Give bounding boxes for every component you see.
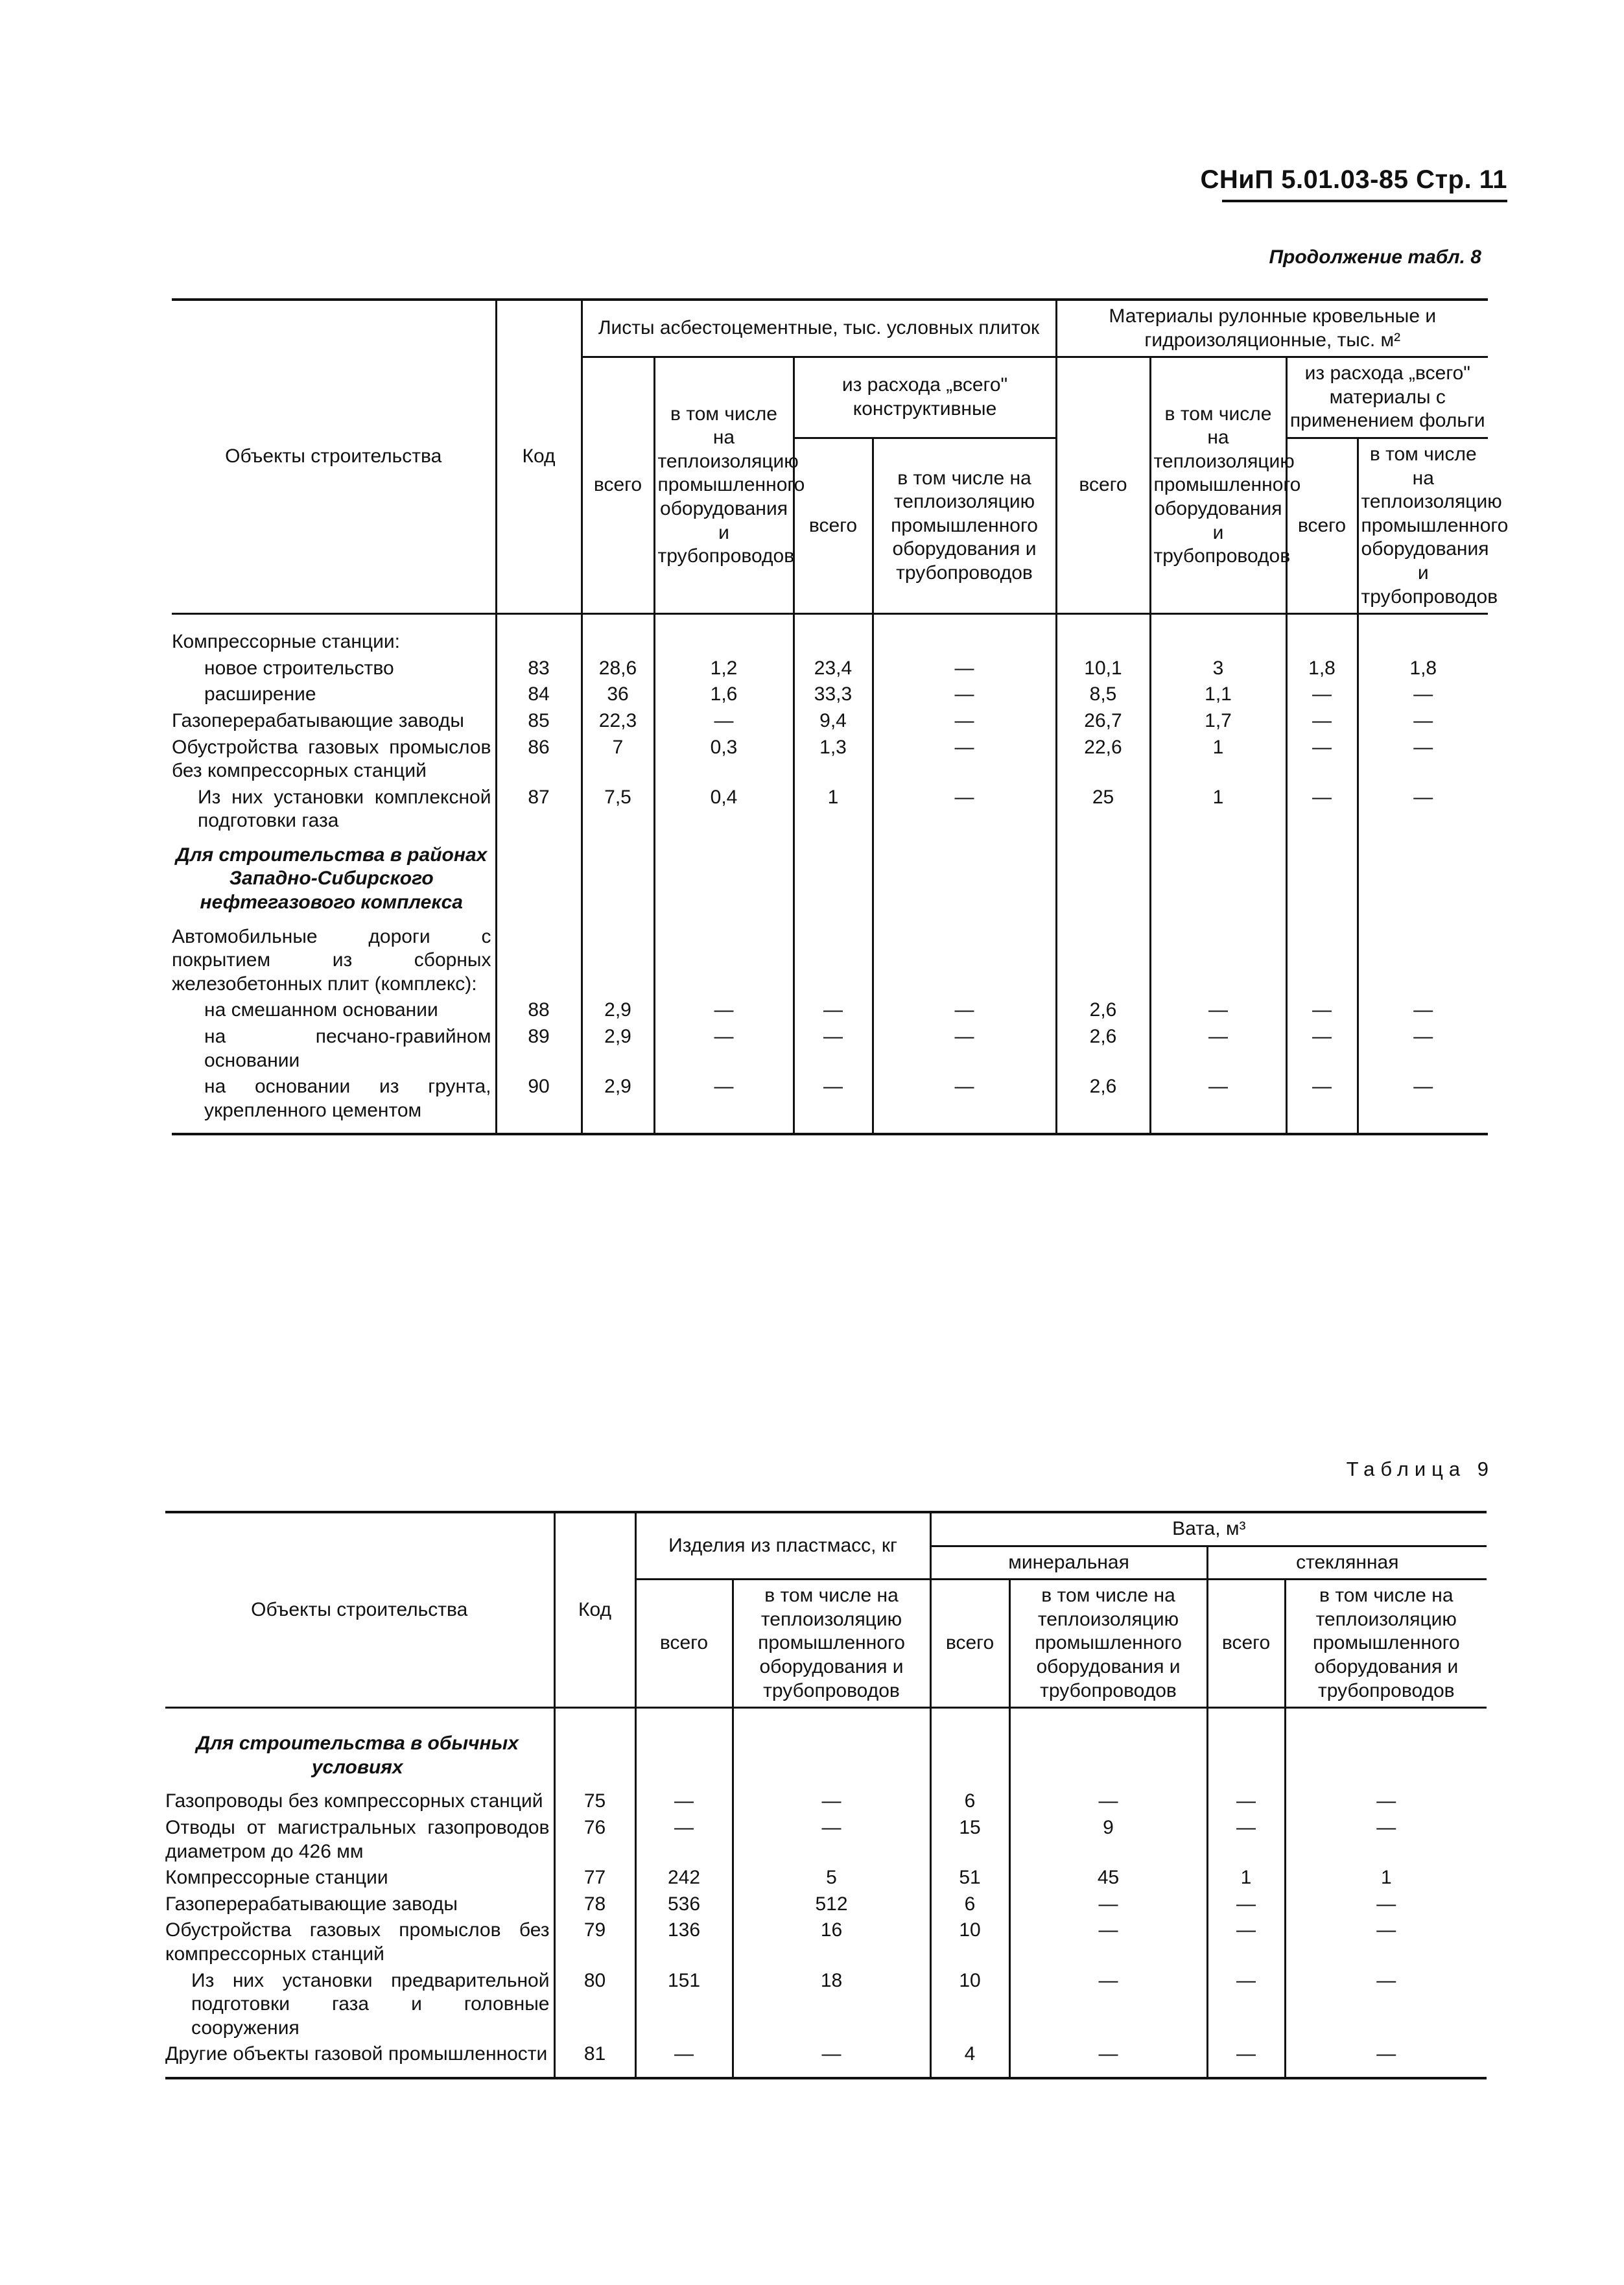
value-cell: 1,2 (654, 656, 794, 682)
value-cell (1150, 835, 1286, 924)
value-cell: 6 (930, 1891, 1009, 1918)
document-code: СНиП 5.01.03-85 Стр. 11 (1200, 165, 1507, 194)
value-cell: 1,1 (1150, 681, 1286, 708)
code-cell (496, 924, 582, 998)
table-row (172, 997, 1488, 1024)
object-name-cell: Газопроводы без компрессорных станций (165, 1790, 543, 1812)
value-cell: — (873, 656, 1056, 682)
value-cell (582, 835, 654, 924)
value-cell: — (1207, 1917, 1285, 1967)
object-name-cell: Обустройства газовых промыслов без компрессорных станций (165, 1919, 550, 1965)
value-cell: — (1358, 708, 1488, 735)
value-cell (1207, 1723, 1285, 1788)
value-cell: 9 (1009, 1815, 1207, 1865)
value-cell: 10 (930, 1968, 1009, 2042)
value-cell: — (873, 735, 1056, 785)
value-cell (1150, 629, 1286, 656)
value-cell: 25 (1056, 785, 1150, 835)
table-row (165, 1968, 1487, 2042)
code-cell: 86 (496, 735, 582, 785)
code-cell: 85 (496, 708, 582, 735)
value-cell (1056, 835, 1150, 924)
value-cell: 6 (930, 1788, 1009, 1815)
value-cell: 0,3 (654, 735, 794, 785)
object-name-cell: на смешанном основании (204, 999, 438, 1021)
value-cell: — (1358, 1024, 1488, 1074)
table-row (172, 785, 1488, 835)
value-cell: — (654, 1024, 794, 1074)
code-cell: 83 (496, 656, 582, 682)
value-cell: 1 (1150, 785, 1286, 835)
value-cell (582, 629, 654, 656)
table-row (172, 735, 1488, 785)
sheets-heat-header: в том числе на теплоизоляцию промышленного оборудования и трубопроводов (654, 357, 794, 614)
value-cell (635, 1723, 733, 1788)
value-cell (873, 835, 1056, 924)
object-name-cell: Газоперерабатывающие заводы (165, 1893, 458, 1915)
value-cell (1286, 924, 1358, 998)
value-cell: 5 (733, 1865, 930, 1891)
value-cell: — (1286, 997, 1358, 1024)
object-name-cell: Автомобильные дороги с покрытием из сборных железобетонных плит (комплекс): (172, 925, 491, 995)
value-cell: 512 (733, 1891, 930, 1918)
object-name-cell: Из них установки комплексной подготовки газа (198, 786, 491, 832)
table-8-body (172, 614, 1488, 1135)
table-9-title: Таблица 9 (1346, 1458, 1494, 1480)
value-cell: 22,6 (1056, 735, 1150, 785)
value-cell: 9,4 (794, 708, 873, 735)
value-cell: 2,9 (582, 1024, 654, 1074)
table-row (165, 1917, 1487, 1967)
table-row (165, 1788, 1487, 1815)
code-cell: 87 (496, 785, 582, 835)
object-name-cell: Другие объекты газовой промышленности (165, 2041, 554, 2078)
group-roll-header: Материалы рулонные кровельные и гидроизоляционные, тыс. м² (1056, 300, 1488, 357)
table-row (172, 924, 1488, 998)
value-cell: 7,5 (582, 785, 654, 835)
value-cell (654, 835, 794, 924)
value-cell: 15 (930, 1815, 1009, 1865)
value-cell: 7 (582, 735, 654, 785)
table-row (172, 629, 1488, 656)
value-cell (1009, 1723, 1207, 1788)
value-cell: — (1285, 1891, 1487, 1918)
value-cell: — (1358, 785, 1488, 835)
sheets-total-header: всего (582, 357, 654, 614)
constr-total-header: всего (794, 438, 873, 613)
value-cell (1150, 924, 1286, 998)
glass-total-header: всего (1207, 1580, 1285, 1708)
page-header (1200, 165, 1507, 202)
col-code-header: Код (496, 300, 582, 614)
value-cell: — (1286, 1074, 1358, 1134)
table-row (172, 1024, 1488, 1074)
value-cell: — (1150, 1074, 1286, 1134)
object-name-cell: Из них установки предварительной подготовки газа и головные сооружения (191, 1969, 550, 2039)
value-cell: 10 (930, 1917, 1009, 1967)
value-cell: — (733, 1815, 930, 1865)
value-cell: 2,6 (1056, 997, 1150, 1024)
value-cell (1358, 924, 1488, 998)
value-cell: 51 (930, 1865, 1009, 1891)
value-cell: — (794, 997, 873, 1024)
value-cell: 3 (1150, 656, 1286, 682)
value-cell: — (794, 1074, 873, 1134)
value-cell (733, 1723, 930, 1788)
group-sheets-header: Листы асбестоцементные, тыс. условных плиток (582, 300, 1056, 357)
value-cell: — (873, 997, 1056, 1024)
mineral-heat-header: в том числе на теплоизоляцию промышленного оборудования и трубопроводов (1009, 1580, 1207, 1708)
value-cell: — (1286, 735, 1358, 785)
value-cell: — (1285, 1968, 1487, 2042)
value-cell: 10,1 (1056, 656, 1150, 682)
table-8 (172, 298, 1509, 1135)
value-cell: — (1207, 1815, 1285, 1865)
value-cell (1358, 835, 1488, 924)
code-cell: 78 (554, 1891, 635, 1918)
value-cell: — (1150, 1024, 1286, 1074)
plastic-total-header: всего (635, 1580, 733, 1708)
code-cell (496, 835, 582, 924)
value-cell (1286, 629, 1358, 656)
value-cell (873, 629, 1056, 656)
col-objects-header: Объекты строительства (172, 300, 496, 614)
table-9-body (165, 1708, 1487, 2078)
roll-foil-header: из расхода „всего" материалы с применением фольги (1286, 357, 1488, 438)
value-cell: — (1286, 708, 1358, 735)
value-cell: 1,8 (1358, 656, 1488, 682)
value-cell (654, 629, 794, 656)
value-cell: — (733, 1788, 930, 1815)
table-row (165, 2041, 1487, 2078)
col-objects-header: Объекты строительства (165, 1512, 554, 1708)
table-row (165, 1815, 1487, 1865)
value-cell: 0,4 (654, 785, 794, 835)
value-cell: 33,3 (794, 681, 873, 708)
table-row (165, 1865, 1487, 1891)
code-cell: 80 (554, 1968, 635, 2042)
value-cell: 1 (1207, 1865, 1285, 1891)
value-cell: 8,5 (1056, 681, 1150, 708)
value-cell: 16 (733, 1917, 930, 1967)
value-cell: — (1009, 1917, 1207, 1967)
value-cell (1056, 924, 1150, 998)
value-cell: — (1207, 1891, 1285, 1918)
value-cell (1358, 629, 1488, 656)
value-cell: 4 (930, 2041, 1009, 2078)
code-cell: 88 (496, 997, 582, 1024)
value-cell: — (1009, 1968, 1207, 2042)
value-cell: 1,8 (1286, 656, 1358, 682)
code-cell: 89 (496, 1024, 582, 1074)
value-cell: 26,7 (1056, 708, 1150, 735)
value-cell (794, 629, 873, 656)
table-row (172, 1074, 1488, 1134)
code-cell (496, 629, 582, 656)
glass-header: стеклянная (1207, 1546, 1487, 1580)
value-cell: — (1358, 997, 1488, 1024)
value-cell: 28,6 (582, 656, 654, 682)
value-cell: — (873, 1074, 1056, 1134)
object-name-cell: расширение (204, 683, 316, 705)
value-cell: 18 (733, 1968, 930, 2042)
table-row (165, 1723, 1487, 1788)
value-cell: — (1286, 681, 1358, 708)
value-cell: — (1009, 1891, 1207, 1918)
value-cell: — (1207, 1968, 1285, 2042)
value-cell (873, 924, 1056, 998)
group-wool-header: Вата, м³ (930, 1512, 1487, 1546)
header-rule (1222, 200, 1507, 202)
value-cell: 1 (1285, 1865, 1487, 1891)
value-cell: — (1285, 2041, 1487, 2078)
value-cell: 136 (635, 1917, 733, 1967)
code-cell: 81 (554, 2041, 635, 2078)
value-cell: — (1009, 2041, 1207, 2078)
plastic-heat-header: в том числе на теплоизоляцию промышленного оборудования и трубопроводов (733, 1580, 930, 1708)
value-cell: — (1358, 1074, 1488, 1134)
col-code-header: Код (554, 1512, 635, 1708)
value-cell: — (1358, 681, 1488, 708)
value-cell (794, 924, 873, 998)
value-cell (582, 924, 654, 998)
foil-total-header: всего (1286, 438, 1358, 613)
value-cell: 151 (635, 1968, 733, 2042)
value-cell: — (873, 785, 1056, 835)
roll-total-header: всего (1056, 357, 1150, 614)
value-cell (654, 924, 794, 998)
value-cell: — (1207, 2041, 1285, 2078)
value-cell: — (635, 1788, 733, 1815)
value-cell: — (1286, 1024, 1358, 1074)
value-cell: — (873, 708, 1056, 735)
table-row (165, 1891, 1487, 1918)
code-cell: 76 (554, 1815, 635, 1865)
value-cell: — (1358, 735, 1488, 785)
code-cell: 90 (496, 1074, 582, 1134)
value-cell: 23,4 (794, 656, 873, 682)
object-name-cell: Обустройства газовых промыслов без компрессорных станций (172, 736, 491, 782)
code-cell: 77 (554, 1865, 635, 1891)
table-row (172, 708, 1488, 735)
value-cell: — (635, 1815, 733, 1865)
value-cell: — (873, 681, 1056, 708)
code-cell: 75 (554, 1788, 635, 1815)
group-plastic-header: Изделия из пластмасс, кг (635, 1512, 930, 1580)
foil-heat-header: в том числе на теплоизоляцию промышленного оборудования и трубопроводов (1358, 438, 1488, 613)
value-cell: 536 (635, 1891, 733, 1918)
value-cell: 2,9 (582, 997, 654, 1024)
table-row (172, 681, 1488, 708)
table-9 (165, 1511, 1487, 2079)
value-cell: — (873, 1024, 1056, 1074)
value-cell: 1 (1150, 735, 1286, 785)
section-heading: Для строительства в обычных условиях (196, 1733, 519, 1778)
value-cell: — (1009, 1788, 1207, 1815)
table-row (172, 835, 1488, 924)
value-cell: 1,7 (1150, 708, 1286, 735)
value-cell: 242 (635, 1865, 733, 1891)
glass-heat-header: в том числе на теплоизоляцию промышленного оборудования и трубопроводов (1285, 1580, 1487, 1708)
table-row (172, 656, 1488, 682)
object-name-cell: на песчано-гравийном основании (204, 1026, 491, 1071)
section-heading: Для строительства в районах Западно-Сибирского нефтегазового комплекса (176, 844, 488, 914)
code-cell: 84 (496, 681, 582, 708)
value-cell (794, 835, 873, 924)
value-cell: — (635, 2041, 733, 2078)
roll-heat-header: в том числе на теплоизоляцию промышленного оборудования и трубопроводов (1150, 357, 1286, 614)
sheets-constr-header: из расхода „всего" конструктивные (794, 357, 1056, 438)
mineral-header: минеральная (930, 1546, 1207, 1580)
value-cell: — (794, 1024, 873, 1074)
value-cell: — (654, 997, 794, 1024)
object-name-cell: Отводы от магистральных газопроводов диаметром до 426 мм (165, 1816, 550, 1862)
value-cell: — (1285, 1917, 1487, 1967)
value-cell: 2,6 (1056, 1024, 1150, 1074)
value-cell: 1,3 (794, 735, 873, 785)
value-cell: — (1285, 1788, 1487, 1815)
value-cell: 2,6 (1056, 1074, 1150, 1134)
value-cell: 2,9 (582, 1074, 654, 1134)
value-cell: 1,6 (654, 681, 794, 708)
value-cell (1286, 835, 1358, 924)
value-cell: — (1150, 997, 1286, 1024)
value-cell: — (1285, 1815, 1487, 1865)
value-cell: — (654, 708, 794, 735)
table-continuation-note: Продолжение табл. 8 (1269, 246, 1481, 268)
value-cell: 1 (794, 785, 873, 835)
code-cell (554, 1723, 635, 1788)
value-cell (1285, 1723, 1487, 1788)
code-cell: 79 (554, 1917, 635, 1967)
object-name-cell: Компрессорные станции (165, 1867, 388, 1889)
value-cell: — (733, 2041, 930, 2078)
object-name-cell: на основании из грунта, укрепленного цементом (172, 1074, 496, 1134)
constr-heat-header: в том числе на теплоизоляцию промышленного оборудования и трубопроводов (873, 438, 1056, 613)
value-cell (930, 1723, 1009, 1788)
object-name-cell: Компрессорные станции: (172, 631, 400, 653)
value-cell (1056, 629, 1150, 656)
value-cell: — (1286, 785, 1358, 835)
value-cell: 36 (582, 681, 654, 708)
object-name-cell: новое строительство (204, 657, 394, 679)
value-cell: 45 (1009, 1865, 1207, 1891)
value-cell: 22,3 (582, 708, 654, 735)
value-cell: — (654, 1074, 794, 1134)
object-name-cell: Газоперерабатывающие заводы (172, 709, 464, 731)
mineral-total-header: всего (930, 1580, 1009, 1708)
value-cell: — (1207, 1788, 1285, 1815)
